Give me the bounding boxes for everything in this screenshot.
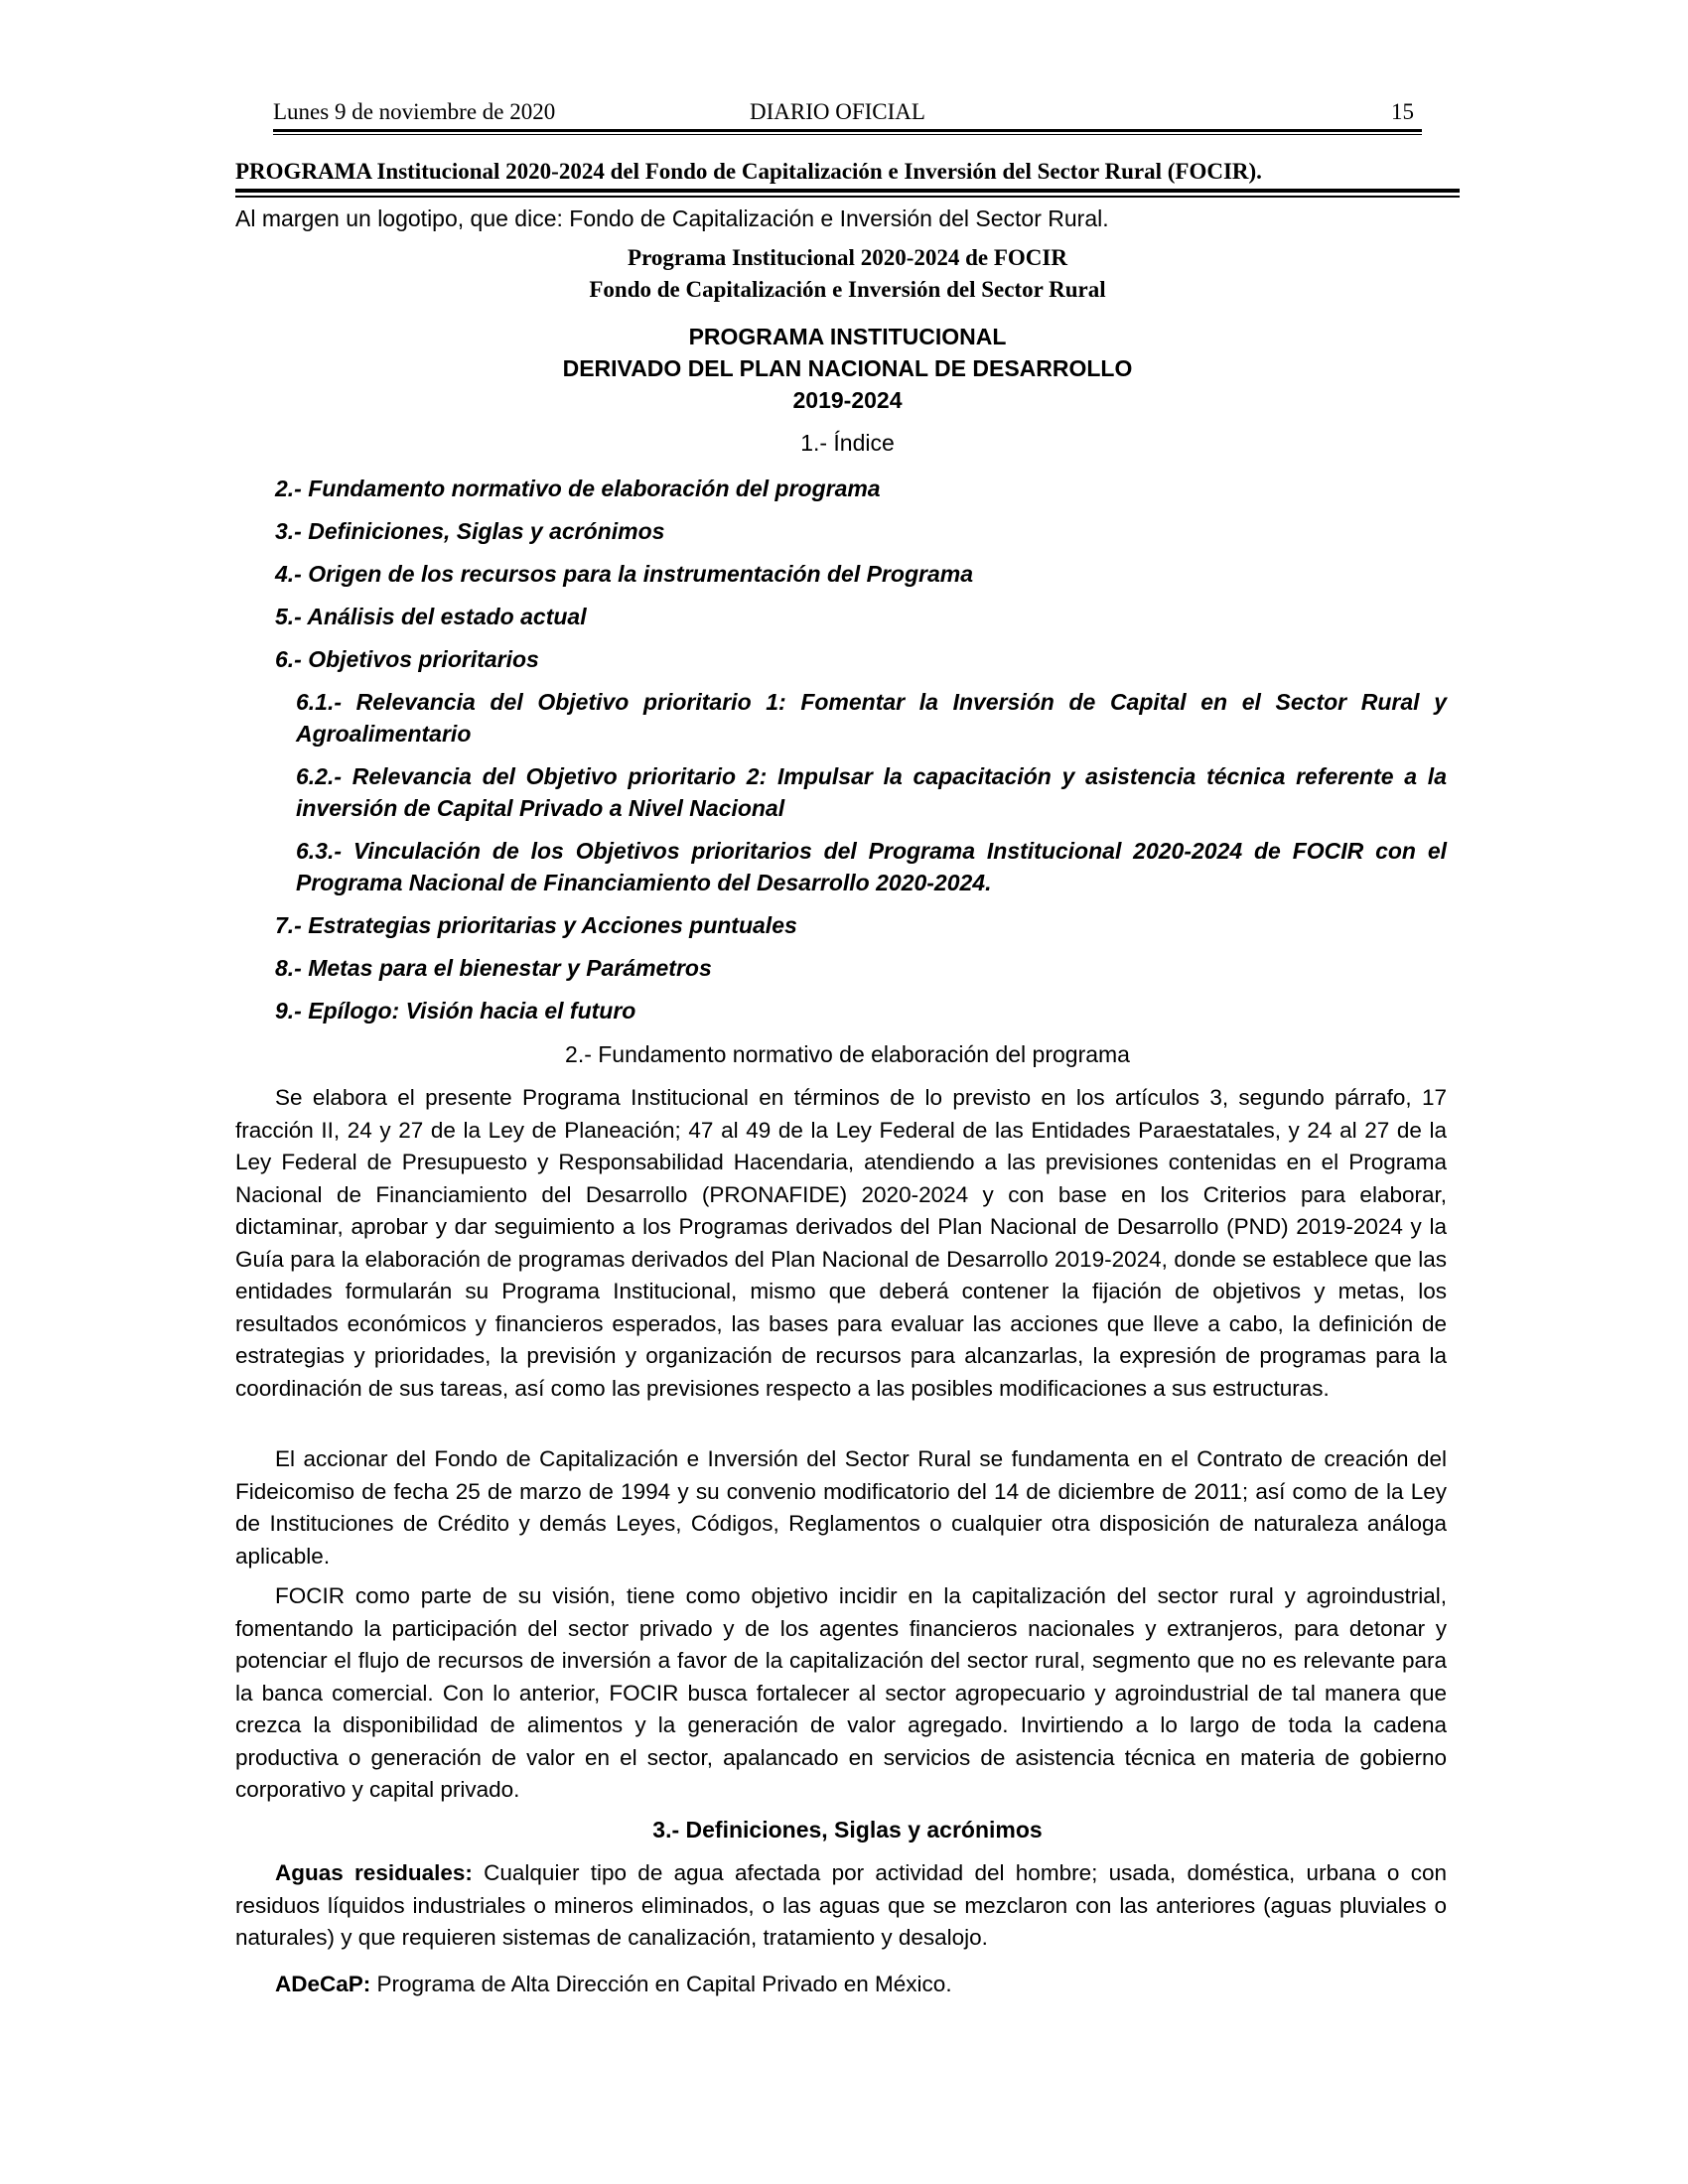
index-heading: 1.- Índice	[800, 430, 895, 456]
header-date: Lunes 9 de noviembre de 2020	[273, 99, 556, 124]
page-header	[273, 99, 1422, 129]
program-heading-line-2: DERIVADO DEL PLAN NACIONAL DE DESARROLLO	[562, 355, 1133, 381]
toc-item: 9.- Epílogo: Visión hacia el futuro	[275, 998, 636, 1024]
definition-paragraph	[235, 1969, 1447, 2001]
margin-note: Al margen un logotipo, que dice: Fondo de Capitalización e Inversión del Sector Rural.	[235, 205, 1109, 231]
toc-item: 5.- Análisis del estado actual	[275, 604, 587, 629]
toc-item: 2.- Fundamento normativo de elaboración del programa	[275, 476, 881, 501]
toc-subitem: 6.3.- Vinculación de los Objetivos prioritarios del Programa Institucional 2020-2024 de FOCIR con el Programa Nacional de Financiamiento del Desarrollo 2020-2024.	[296, 838, 1447, 895]
toc-subitem: 6.1.- Relevancia del Objetivo prioritario 1: Fomentar la Inversión de Capital en el Sector Rural y Agroalimentario	[296, 689, 1447, 747]
toc-item: 6.- Objetivos prioritarios	[275, 646, 539, 672]
table-of-contents	[275, 473, 1447, 1037]
section-2-paragraph-1	[235, 1082, 1447, 1405]
subtitle-line-1: Programa Institucional 2020-2024 de FOCIR	[628, 245, 1067, 270]
definition-paragraph	[235, 1857, 1447, 1955]
definition-aguas-residuales	[235, 1857, 1447, 1955]
header-rule-thin	[273, 134, 1422, 135]
definition-adecap	[235, 1969, 1447, 2001]
header-gazette-name: DIARIO OFICIAL	[750, 99, 925, 124]
header-rule	[273, 129, 1422, 132]
title-rule-thin	[235, 196, 1460, 198]
paragraph-text: FOCIR como parte de su visión, tiene como objetivo incidir en la capitalización del sector rural y agroindustrial, fomentando la participación del sector privado y de los agentes financieros nacionales y extranjeros, para detonar y potenciar el flujo de recursos de inversión a favor de la capitalización del sector rural, segmento que no es relevante para la banca comercial. Con lo anterior, FOCIR busca fortalecer al sector agropecuario y agroindustrial de tal manera que crezca la disponibilidad de alimentos y la generación de valor agregado. Invirtiendo a lo largo de toda la cadena productiva o generación de valor en el sector, apalancado en servicios de asistencia técnica en materia de gobierno corporativo y capital privado.	[235, 1583, 1447, 1802]
toc-item: 4.- Origen de los recursos para la instrumentación del Programa	[275, 561, 973, 587]
toc-item: 8.- Metas para el bienestar y Parámetros	[275, 955, 712, 981]
toc-item: 7.- Estrategias prioritarias y Acciones puntuales	[275, 912, 797, 938]
definition-term: ADeCaP:	[275, 1972, 371, 1996]
definition-text: Programa de Alta Dirección en Capital Privado en México.	[370, 1972, 952, 1996]
subtitle-line-2: Fondo de Capitalización e Inversión del Sector Rural	[589, 277, 1106, 302]
toc-subitem: 6.2.- Relevancia del Objetivo prioritario 2: Impulsar la capacitación y asistencia técnica referente a la inversión de Capital Privado a Nivel Nacional	[296, 763, 1447, 821]
section-2-paragraph-2	[235, 1443, 1447, 1572]
header-page-number: 15	[1391, 99, 1414, 124]
program-heading-line-3: 2019-2024	[792, 387, 903, 413]
program-heading-line-1: PROGRAMA INSTITUCIONAL	[688, 324, 1007, 349]
toc-item: 3.- Definiciones, Siglas y acrónimos	[275, 518, 665, 544]
section-2-paragraph-3	[235, 1580, 1447, 1807]
section-2-heading: 2.- Fundamento normativo de elaboración del programa	[565, 1041, 1130, 1067]
paragraph-text: Se elabora el presente Programa Institucional en términos de lo previsto en los artículos 3, segundo párrafo, 17 fracción II, 24 y 27 de la Ley de Planeación; 47 al 49 de la Ley Federal de las Entidades Paraestatales, y 24 al 27 de la Ley Federal de Presupuesto y Responsabilidad Hacendaria, atendiendo a las previsiones contenidas en el Programa Nacional de Financiamiento del Desarrollo (PRONAFIDE) 2020-2024 y con base en los Criterios para elaborar, dictaminar, aprobar y dar seguimiento a los Programas derivados del Plan Nacional de Desarrollo (PND) 2019-2024 y la Guía para la elaboración de programas derivados del Plan Nacional de Desarrollo 2019-2024, donde se establece que las entidades formularán su Programa Institucional, mismo que deberá contener la fijación de objetivos y metas, los resultados económicos y financieros esperados, las bases para evaluar las acciones que lleve a cabo, la definición de estrategias y prioridades, la previsión y organización de recursos para alcanzarlas, la expresión de programas para la coordinación de sus tareas, así como las previsiones respecto a las posibles modificaciones a sus estructuras.	[235, 1085, 1447, 1401]
document-title: PROGRAMA Institucional 2020-2024 del Fondo de Capitalización e Inversión del Sector Rural (FOCIR).	[235, 159, 1262, 184]
title-rule	[235, 189, 1460, 193]
section-3-heading: 3.- Definiciones, Siglas y acrónimos	[652, 1817, 1043, 1843]
definition-term: Aguas residuales:	[275, 1860, 473, 1885]
definition-text: Cualquier tipo de agua afectada por actividad del hombre; usada, doméstica, urbana o con residuos líquidos industriales o mineros eliminados, o las aguas que se mezclaron con las anteriores (aguas pluviales o naturales) y que requieren sistemas de canalización, tratamiento y desalojo.	[235, 1860, 1447, 1950]
paragraph-text: El accionar del Fondo de Capitalización e Inversión del Sector Rural se fundamenta en el Contrato de creación del Fideicomiso de fecha 25 de marzo de 1994 y su convenio modificatorio del 14 de diciembre de 2011; así como de la Ley de Instituciones de Crédito y demás Leyes, Códigos, Reglamentos o cualquier otra disposición de naturaleza análoga aplicable.	[235, 1446, 1447, 1569]
